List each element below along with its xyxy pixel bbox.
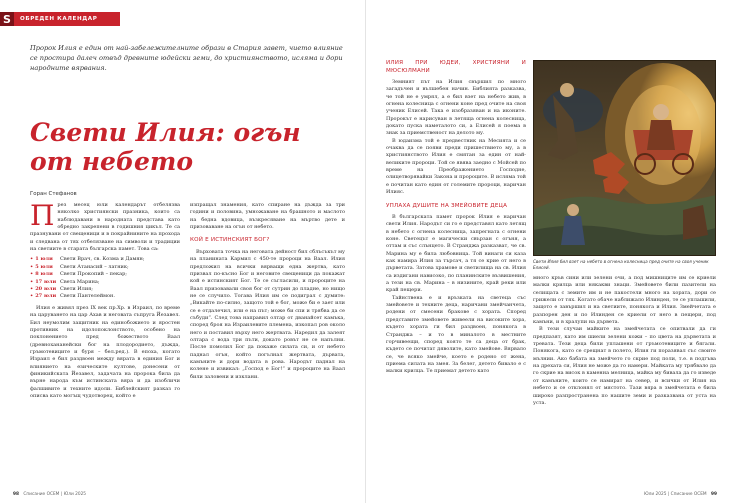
elijah-chariot-icon — [533, 60, 716, 256]
dropcap: П — [30, 202, 55, 232]
body-paragraph: изпращал знамения, като спиране на дъжда за три години и половина, умножаване на брашното и маслото на бедна вдовица, възкресяване на мъртво дете и призоваване на огън от небето. — [190, 202, 345, 231]
image-caption: Свети Илия бил взет на небето в огнена колесница пред очите на своя ученик Елисей. — [533, 259, 709, 270]
list-item — [30, 264, 180, 271]
holiday-date: • 20 юли — [30, 286, 60, 293]
body-column-1 — [30, 202, 180, 490]
footer-right: Юли 2025 | Списание ОСЕМ 99 — [643, 492, 717, 497]
body-paragraph: В българската памет пророк Илия е наричан свети Илия. Народът си го е представял като летящ в небето с огнена колесница, запрегната с огнени коне. Светецът е магически свързан с огъня, а оттам и със слънцето. В Странджа разказват, че св. Марина му е била любовница. Той винаги си каза как намира Илия за търсач, а тя се крие от него в дърветата. Затова храмове и светилища на св. Илия са издигани нависоко, по планинските възвишения, а тези на св. Марина – в низините, край реки или край пещери. — [386, 214, 526, 294]
article-lead: Пророк Илия е един от най-забележителните образи в Стария завет, чието влияние се простира далеч отвъд древните юдейски земи, до християнството, исляма и дори народните вярвания. — [30, 44, 343, 72]
issue-date: Юли 2025 — [63, 492, 87, 497]
magazine-name: Списание ОСЕМ — [670, 492, 707, 497]
body-paragraph: Илия е живял през IX век пр.Хр. в Израил, по време на царуването на цар Ахав и неговата съпруга Йезавел. Бил неумолим защитник на единобожието и яростен противник на идолопоклонството, особено на поклонението пред божеството Ваал (древнохананейски бог на плодородието, дъжда, гръмотевиците и буря – бел.ред.). В епоха, когато Израил е бил раздвоен между вярата в единия Бог и влиянието на езическите култове, донесени от финикийската Йезавел, задачата на пророка била да върне народа към истинската вяра и да изобличи фалшивите и техните идоли. Библейският разказ го описва като могъщ чудотворец, който е — [30, 304, 180, 399]
section-header — [0, 12, 120, 26]
intro-text: рез месец юли календарът отбелязва няколко християнски празника, които са наблюдавани в народната представа като обредно закрепени в годишния цикъл. Те са празнувани от свещеници и в покрайнините на прохода и следвана от тях отбелязване на символи и традиции на светиите в старата българска памет. Това са: — [30, 202, 180, 253]
holiday-date: • 27 юли — [30, 293, 60, 300]
body-paragraph: много кръв сини или зелени очи, а под мишниците им се криели малки крилца или някакви знаци. Змейовете били пазители на селищата с земите им и не пакостели много на хората, дори се грижели от тях. Когато обаче наближало Илинден, те се уплашили, защото е завършил и на светиите, понякога и Илия. Змейчетата е разпорен ден и по Илинден се криели от него в пещери, под камъни, и в хралупи на дървета. — [533, 275, 716, 326]
author-name: Горан Стефанов — [30, 191, 77, 197]
subheading: КОЙ Е ИСТИНСКИЯТ БОГ? — [190, 237, 270, 244]
body-column-4 — [533, 275, 716, 490]
list-item — [30, 279, 180, 286]
body-paragraph: Земният път на Илия свършил по много загадъчен и вълшебен начин. Библията разказва, че той не е умрял, а е бил взет на небето жив, в огнена колесница с огнени коне пред очите на своя ученик Елисей. Така е изобразяван и на иконите. Пророкът е нарисуван в летяща огнена колесница, докато пуска наметалото си, а Елисей я поема в знак за приемственост на делото му. — [386, 79, 526, 137]
holiday-date: • 1 юли — [30, 256, 60, 263]
page-number: 99 — [711, 492, 717, 497]
holiday-name: Свети Илия; — [60, 286, 93, 293]
subheading: ИЛИЯ ПРИ ЮДЕИ, ХРИСТИЯНИ И МЮСЮЛМАНИ — [386, 60, 526, 74]
issue-date: Юли 2025 — [643, 492, 667, 497]
holiday-date: • 5 юли — [30, 264, 60, 271]
intro-paragraph — [30, 202, 180, 253]
subheading: УПЛАХА ДУШИТЕ НА ЗМЕЙОВИТЕ ДЕЦА — [386, 202, 508, 209]
footer-left: 98 Списание ОСЕМ | Юли 2025 — [13, 492, 87, 497]
section-label: ОБРЕДЕН КАЛЕНДАР — [20, 16, 98, 22]
holiday-name: Свети Пантелеймон. — [60, 293, 115, 300]
holiday-date: • 17 юли — [30, 279, 60, 286]
holiday-name: Свети Прокопий – пекар; — [60, 271, 127, 278]
magazine-logo: S — [0, 12, 14, 26]
body-paragraph: Върховата точка на неговата дейност бил сблъсъкът му на планината Кармил с 450-те пророци на Ваал. Илия предложил на всички вярващи една жертва, като призвал по-късно Бог и неговите свещеници да покажат кой е истинският Бог. Те се съгласили, и пророците на Ваал призовавали своя бог от сутрин до пладне, но нищо не се случило. Тогава Илия им се подиграл с думите: „Викайте по-силно, защото той е бог, може би е зает или се е отдалечил, или е на път; може би спи и трябва да се събуди“. След това направил олтар от дванайсет камъка, според броя на Израилевите племена, изкопал ров около него и поставил върху него жертвата. Наредил да залеят олтара с вода три пъти, докато ровът не се напълни. После помолил Бог да покаже силата си, и от небето паднал огън, който погълнал жертвата, дървата, камъните и дори водата в рова. Народът паднал на колене и извикал: „Господ е Бог!“ и пророците на Ваал били заловени и изклани. — [190, 248, 345, 380]
body-paragraph: В тези случаи майките на змейчетата се опитвали да ги предпазят, като им шиели зелени кожи – по цвета на дърветата и тревата. Тези деца били уплашени от гръмотевиците и бягали. Понякога, като се срещнат в полето, Илия ги поразявал със своите мълнии. Ако бабата на змейчето го скрие под поли, т.е. в подгъва на дрехата си, Илия не може да го намери. Майката му трябвало да го скрие на висок в каменна мелница, майка му бивала да го изведе от камъните, които се намират на север, и всички от Илия на небето и се отклонял от мястото. Тази вяра в змейчетата е била широко разпространена по нашите земи и разказвана от уста на уста. — [533, 326, 716, 406]
list-item — [30, 271, 180, 278]
holiday-date: • 8 юли — [30, 271, 60, 278]
holiday-name: Света Марина; — [60, 278, 100, 285]
body-paragraph: Тайнствена е и връзката на светеца със змейовете и техните деца, наричани змейчанчета, родени от смесени бракове с хората. Според представите змейовете живеели на високите хора, където хората ги бил раздвоен, понякога в Странджа – и то в миналото в местните горчивеещи, според която те са деца от брак, където се почитат дяволите, като змейове. Вярвало се, че всяко змейче, което е родено от жена, приема силата на змея. За белег, детето бивало е с малки крилца. Те приемат детето като — [386, 294, 526, 375]
page-number: 98 — [13, 492, 19, 497]
right-page — [365, 0, 730, 503]
body-paragraph: В юдаизма той е предвестник на Месията и се очаква да се появи преди пришествието му, а в християнството Илия е смятан за един от най-великите пророци. Той се явява заедно с Мойсей по време на Преображението Господне, олицетворявайки Закона и пророците. В исляма той е почитан като един от големите пророци, наричан Илияс. — [386, 137, 526, 196]
magazine-name: Списание ОСЕМ — [23, 492, 60, 497]
list-item — [30, 286, 180, 293]
body-column-2 — [190, 202, 345, 490]
article-title: Свети Илия: огън от небето — [30, 118, 301, 176]
holiday-list — [30, 256, 180, 300]
holiday-name: Свети Атанасий – латник; — [60, 263, 129, 270]
body-column-3 — [386, 60, 526, 490]
icon-painting-elijah — [533, 60, 716, 256]
list-item — [30, 256, 180, 263]
holiday-name: Свети Врач, св. Козма и Дамян; — [60, 256, 145, 263]
list-item — [30, 293, 180, 300]
